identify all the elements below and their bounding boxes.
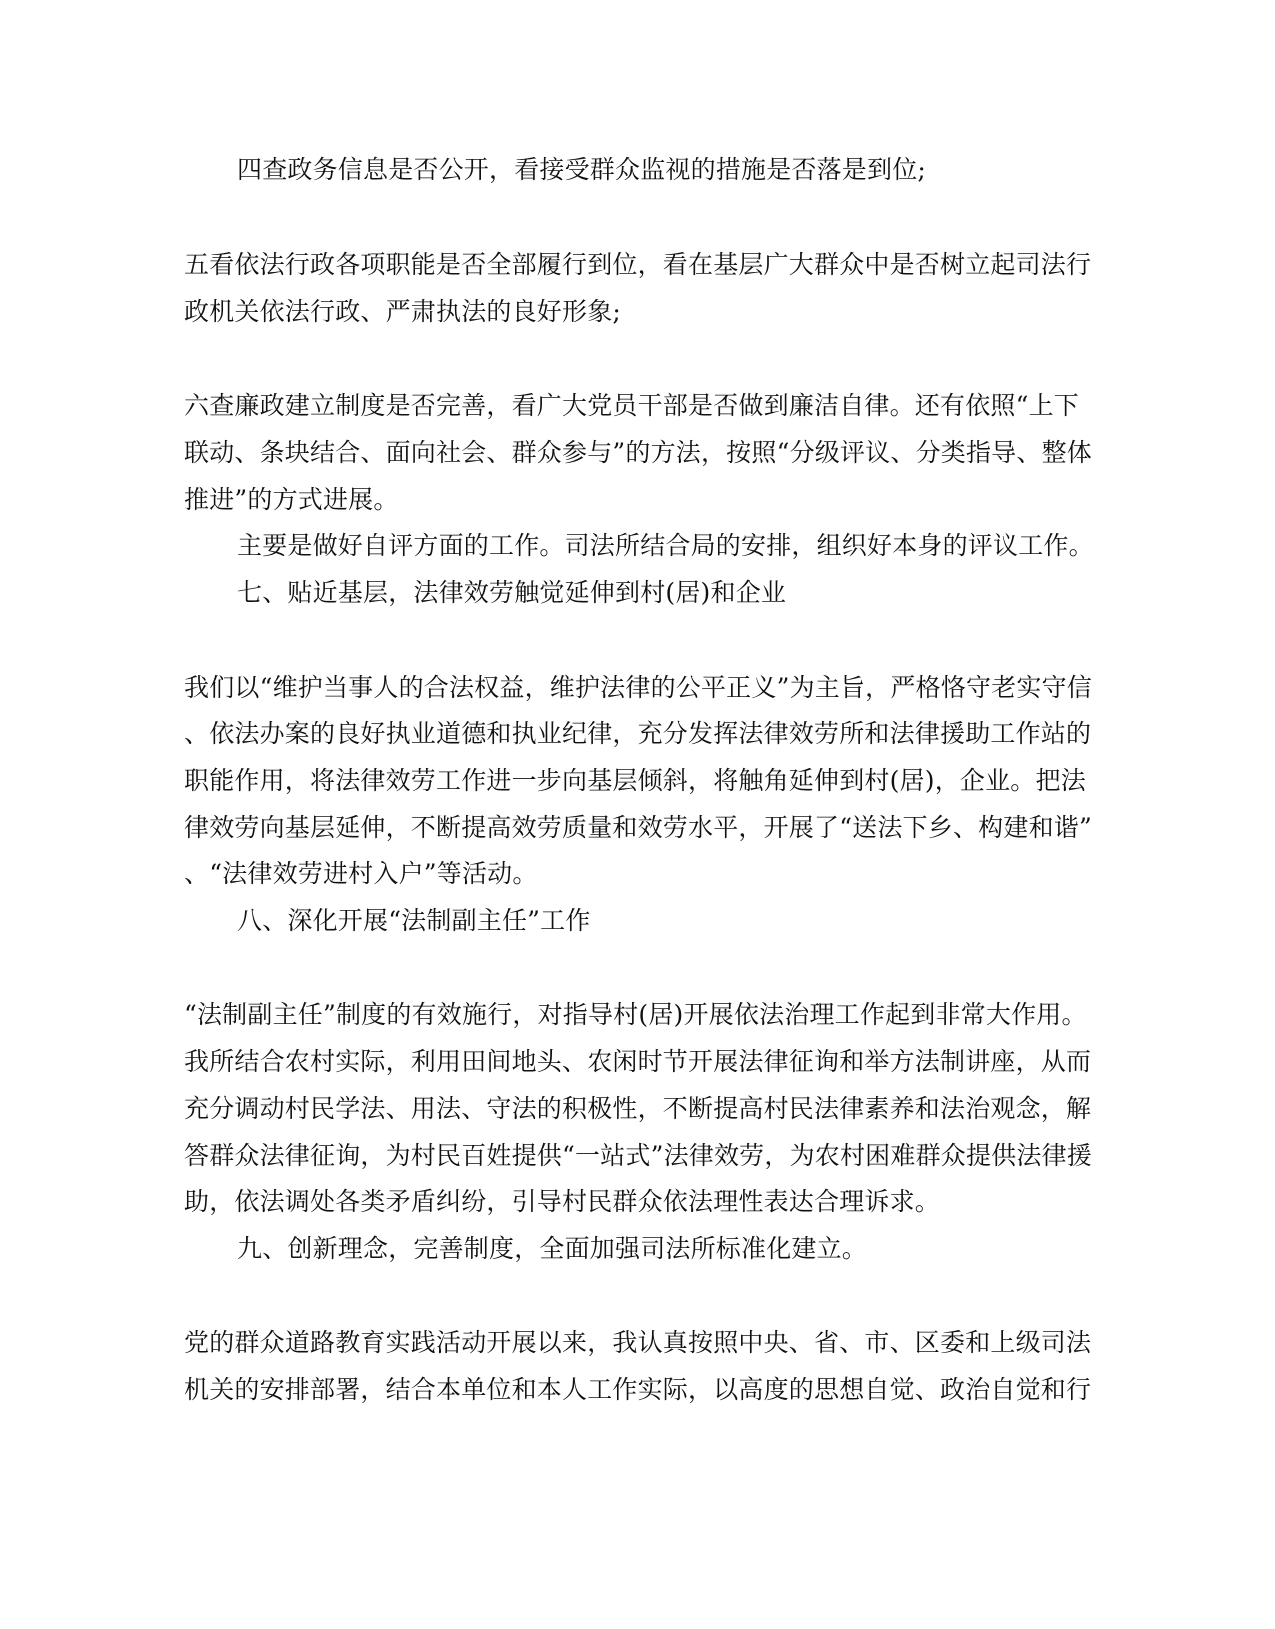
text-line: 答群众法律征询，为村民百姓提供“一站式”法律效劳，为农村困难群众提供法律援	[184, 1141, 1092, 1170]
text-line: 助，依法调处各类矛盾纠纷，引导村民群众依法理性表达合理诉求。	[184, 1187, 941, 1216]
text-line: 七、贴近基层，法律效劳触觉延伸到村(居)和企业	[237, 578, 787, 607]
text-line: 联动、条块结合、面向社会、群众参与”的方法，按照“分级评议、分类指导、整体	[184, 438, 1092, 467]
text-line: 我所结合农村实际，利用田间地头、农闲时节开展法律征询和举方法制讲座，从而	[184, 1047, 1092, 1076]
text-line: 主要是做好自评方面的工作。司法所结合局的安排，组织好本身的评议工作。	[237, 531, 1094, 560]
text-line: 九、创新理念，完善制度，全面加强司法所标准化建立。	[237, 1234, 868, 1263]
text-line: 四查政务信息是否公开，看接受群众监视的措施是否落是到位;	[237, 155, 927, 184]
text-line: 职能作用，将法律效劳工作进一步向基层倾斜，将触角延伸到村(居)，企业。把法	[184, 766, 1086, 795]
text-line: 党的群众道路教育实践活动开展以来，我认真按照中央、省、市、区委和上级司法	[184, 1328, 1092, 1357]
text-line: 八、深化开展“法制副主任”工作	[237, 906, 591, 935]
text-line: 、依法办案的良好执业道德和执业纪律，充分发挥法律效劳所和法律援助工作站的	[184, 719, 1092, 748]
text-line: 六查廉政建立制度是否完善，看广大党员干部是否做到廉洁自律。还有依照“上下	[184, 391, 1079, 420]
text-line: 政机关依法行政、严肃执法的良好形象;	[184, 297, 622, 326]
text-line: 五看依法行政各项职能是否全部履行到位，看在基层广大群众中是否树立起司法行	[184, 250, 1092, 279]
text-line: “法制副主任”制度的有效施行，对指导村(居)开展依法治理工作起到非常大作用。	[184, 1000, 1087, 1029]
text-line: 律效劳向基层延伸，不断提高效劳质量和效劳水平，开展了“送法下乡、构建和谐”	[184, 813, 1092, 842]
text-line: 、“法律效劳进村入户”等活动。	[184, 859, 538, 888]
text-line: 推进”的方式进展。	[184, 485, 399, 514]
text-line: 机关的安排部署，结合本单位和本人工作实际，以高度的思想自觉、政治自觉和行	[184, 1375, 1092, 1404]
text-line: 充分调动村民学法、用法、守法的积极性，不断提高村民法律素养和法治观念，解	[184, 1094, 1092, 1123]
text-line: 我们以“维护当事人的合法权益，维护法律的公平正义”为主旨，严格恪守老实守信	[184, 673, 1092, 702]
